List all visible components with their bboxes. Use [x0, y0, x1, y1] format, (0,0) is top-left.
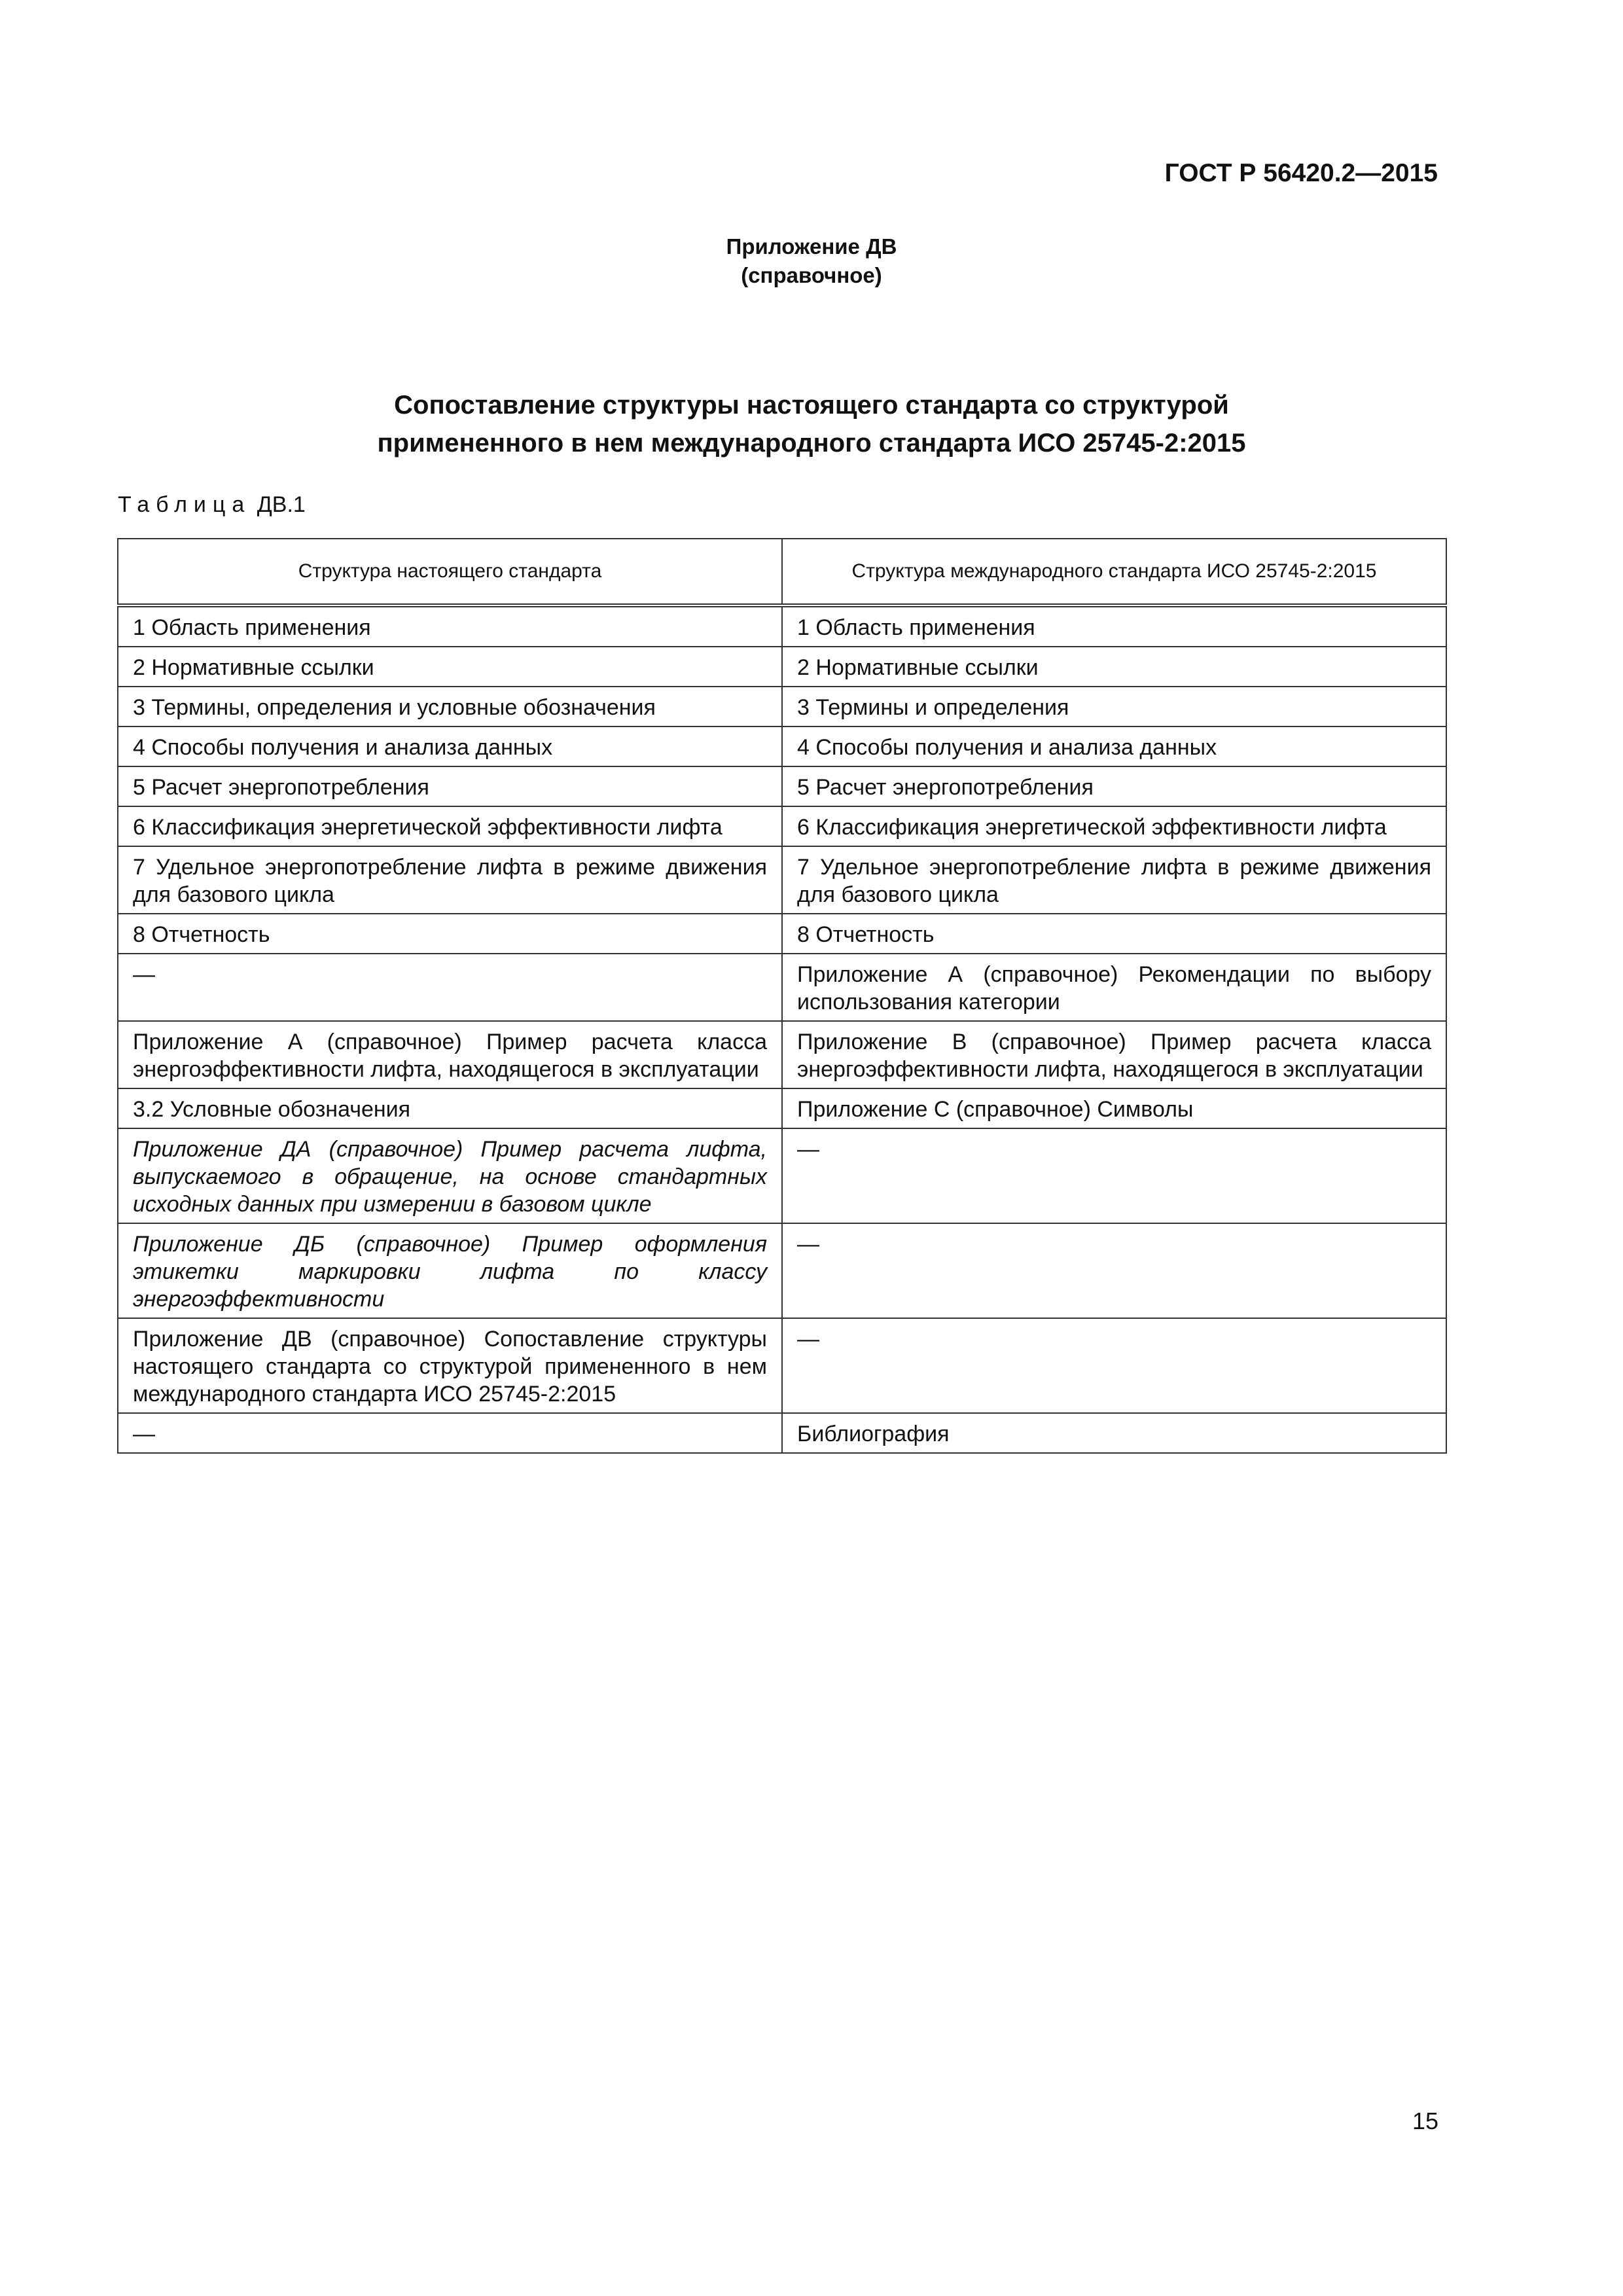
column-header-national: Структура настоящего стандарта	[118, 539, 782, 605]
national-cell-empty: —	[118, 954, 782, 1021]
document-title	[0, 386, 1623, 462]
table-row	[118, 1223, 1446, 1318]
table-row	[118, 1413, 1446, 1453]
international-cell: Приложение А (справочное) Рекомендации по выбору использования категории	[782, 954, 1446, 1021]
international-cell: 7 Удельное энергопотребление лифта в режиме движения для базового цикла	[782, 846, 1446, 914]
table-row	[118, 806, 1446, 846]
national-cell: 2 Нормативные ссылки	[118, 647, 782, 687]
table-row	[118, 647, 1446, 687]
appendix-type: (справочное)	[741, 263, 882, 287]
international-cell: 5 Расчет энергопотребления	[782, 766, 1446, 806]
table-row	[118, 766, 1446, 806]
table-row	[118, 846, 1446, 914]
national-cell: 1 Область применения	[118, 605, 782, 647]
international-cell: 1 Область применения	[782, 605, 1446, 647]
table-row	[118, 687, 1446, 726]
structure-comparison-table	[117, 538, 1447, 1454]
table-row	[118, 1088, 1446, 1128]
international-cell: 3 Термины и определения	[782, 687, 1446, 726]
national-cell: 5 Расчет энергопотребления	[118, 766, 782, 806]
table-row	[118, 1318, 1446, 1413]
international-cell: 2 Нормативные ссылки	[782, 647, 1446, 687]
national-cell: Приложение ДА (справочное) Пример расчета лифта, выпускаемого в обращение, на основе стандартных исходных данных при измерении в базовом цикле	[118, 1128, 782, 1223]
international-cell-empty: —	[782, 1318, 1446, 1413]
appendix-heading	[0, 232, 1623, 290]
international-cell-empty: —	[782, 1128, 1446, 1223]
national-cell: Приложение А (справочное) Пример расчета класса энергоэффективности лифта, находящегося в эксплуатации	[118, 1021, 782, 1088]
international-cell: Приложение С (справочное) Символы	[782, 1088, 1446, 1128]
national-cell: 7 Удельное энергопотребление лифта в режиме движения для базового цикла	[118, 846, 782, 914]
table-caption-number: ДВ.1	[257, 492, 306, 517]
national-cell: 8 Отчетность	[118, 914, 782, 954]
international-cell: Библиография	[782, 1413, 1446, 1453]
international-cell: 8 Отчетность	[782, 914, 1446, 954]
document-title-line-2: примененного в нем международного стандарта ИСО 25745-2:2015	[377, 429, 1246, 457]
international-cell: Приложение В (справочное) Пример расчета класса энергоэффективности лифта, находящегося в эксплуатации	[782, 1021, 1446, 1088]
international-cell-empty: —	[782, 1223, 1446, 1318]
table-header-row	[118, 539, 1446, 605]
national-cell: 3.2 Условные обозначения	[118, 1088, 782, 1128]
page-number: 15	[1412, 2108, 1438, 2134]
national-cell: Приложение ДБ (справочное) Пример оформления этикетки маркировки лифта по классу энергоэффективности	[118, 1223, 782, 1318]
table-row	[118, 726, 1446, 766]
national-cell-empty: —	[118, 1413, 782, 1453]
table-row	[118, 954, 1446, 1021]
national-cell: 3 Термины, определения и условные обозначения	[118, 687, 782, 726]
national-cell: Приложение ДВ (справочное) Сопоставление структуры настоящего стандарта со структурой примененного в нем международного стандарта ИСО 25745-2:2015	[118, 1318, 782, 1413]
column-header-international: Структура международного стандарта ИСО 25745-2:2015	[782, 539, 1446, 605]
appendix-title: Приложение ДВ	[726, 234, 897, 259]
table-row	[118, 605, 1446, 647]
standard-code: ГОСТ Р 56420.2—2015	[1164, 159, 1438, 187]
document-title-line-1: Сопоставление структуры настоящего стандарта со структурой	[394, 391, 1229, 420]
table-caption	[118, 492, 306, 518]
table-row	[118, 914, 1446, 954]
national-cell: 4 Способы получения и анализа данных	[118, 726, 782, 766]
table-caption-word: Таблица	[118, 492, 251, 517]
international-cell: 4 Способы получения и анализа данных	[782, 726, 1446, 766]
table-row	[118, 1021, 1446, 1088]
international-cell: 6 Классификация энергетической эффективности лифта	[782, 806, 1446, 846]
national-cell: 6 Классификация энергетической эффективности лифта	[118, 806, 782, 846]
table-row	[118, 1128, 1446, 1223]
